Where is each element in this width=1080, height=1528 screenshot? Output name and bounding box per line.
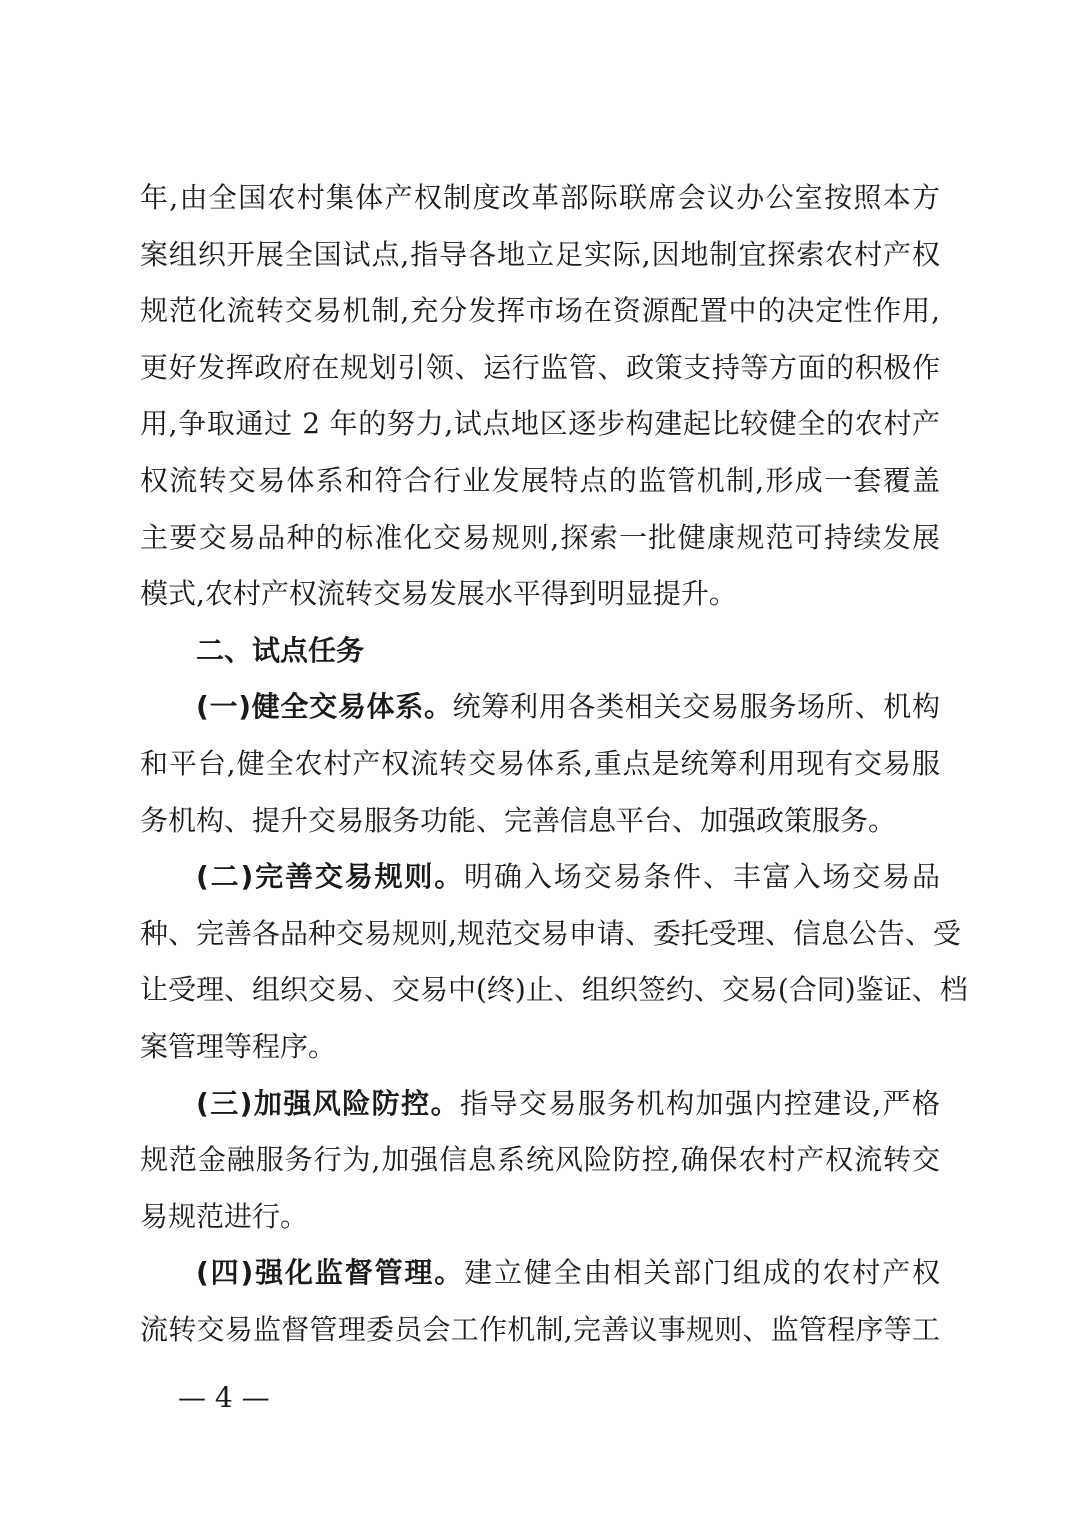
paragraph-line: 规范金融服务行为,加强信息系统风险防控,确保农村产权流转交 xyxy=(140,1143,940,1177)
paragraph-line: 主要交易品种的标准化交易规则,探索一批健康规范可持续发展 xyxy=(140,520,940,554)
paragraph-line: 易规范进行。 xyxy=(140,1199,309,1233)
item-2-title: (二)完善交易规则。 xyxy=(196,860,465,894)
paragraph-line: 流转交易监督管理委员会工作机制,完善议事规则、监管程序等工 xyxy=(140,1312,940,1346)
item-3-first-line xyxy=(140,1076,940,1133)
paragraph-line: 更好发挥政府在规划引领、运行监管、政策支持等方面的积极作 xyxy=(140,350,940,384)
paragraph-line: 案组织开展全国试点,指导各地立足实际,因地制宜探索农村产权 xyxy=(140,237,940,271)
paragraph-line: 权流转交易体系和符合行业发展特点的监管机制,形成一套覆盖 xyxy=(140,463,940,497)
item-2-first-line xyxy=(140,849,940,906)
document-body xyxy=(140,170,968,1358)
item-4-text: 建立健全由相关部门组成的农村产权 xyxy=(464,1256,940,1290)
paragraph-line: 务机构、提升交易服务功能、完善信息平台、加强政策服务。 xyxy=(140,803,897,837)
paragraph-line: 规范化流转交易机制,充分发挥市场在资源配置中的决定性作用, xyxy=(140,294,940,328)
item-4-title: (四)强化监督管理。 xyxy=(196,1256,465,1290)
item-1-first-line xyxy=(140,679,940,736)
paragraph-line: 和平台,健全农村产权流转交易体系,重点是统筹利用现有交易服 xyxy=(140,746,940,780)
item-3-text: 指导交易服务机构加强内控建设,严格 xyxy=(460,1086,940,1120)
paragraph-line: 种、完善各品种交易规则,规范交易申请、委托受理、信息公告、受 xyxy=(140,916,961,950)
item-3-title: (三)加强风险防控。 xyxy=(196,1086,461,1120)
paragraph-line: 让受理、组织交易、交易中(终)止、组织签约、交易(合同)鉴证、档 xyxy=(140,973,968,1007)
item-4-first-line xyxy=(140,1245,940,1302)
paragraph-line: 用,争取通过 2 年的努力,试点地区逐步构建起比较健全的农村产 xyxy=(140,407,940,441)
page-number: — 4 — xyxy=(178,1381,270,1414)
item-1-title: (一)健全交易体系。 xyxy=(196,690,453,724)
section-heading: 二、试点任务 xyxy=(196,633,365,667)
paragraph-line: 案管理等程序。 xyxy=(140,1029,337,1063)
item-2-text: 明确入场交易条件、丰富入场交易品 xyxy=(464,860,940,894)
paragraph-line: 模式,农村产权流转交易发展水平得到明显提升。 xyxy=(140,577,737,611)
item-1-text: 统筹利用各类相关交易服务场所、机构 xyxy=(452,690,940,724)
paragraph-line: 年,由全国农村集体产权制度改革部际联席会议办公室按照本方 xyxy=(140,181,940,214)
